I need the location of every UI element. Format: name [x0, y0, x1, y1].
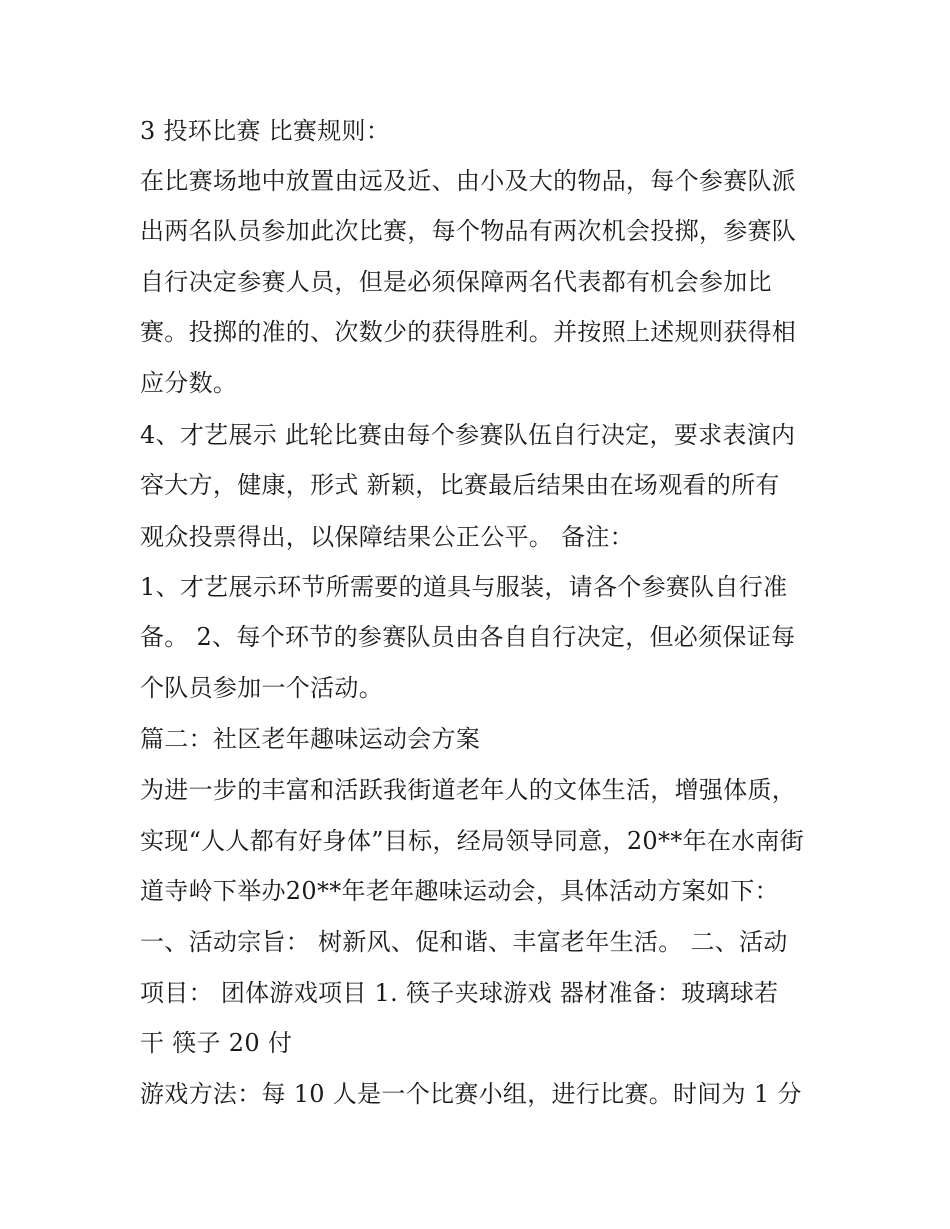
- text-line-19: 干 筷子 20 付: [140, 1029, 293, 1057]
- text-line-11: 备。 2、每个环节的参赛队员由各自自行决定，但必须保证每: [140, 623, 796, 651]
- section-heading: 篇二：社区老年趣味运动会方案: [140, 725, 481, 753]
- text-line-18: 项目： 团体游戏项目 1. 筷子夹球游戏 器材准备：玻璃球若: [140, 979, 779, 1007]
- text-line-9: 观众投票得出，以保障结果公正公平。 备注：: [140, 523, 634, 551]
- text-line-7: 4、才艺展示 此轮比赛由每个参赛队伍自行决定，要求表演内: [140, 421, 796, 449]
- text-line-10: 1、才艺展示环节所需要的道具与服装，请各个参赛队自行准: [140, 573, 788, 601]
- text-line-2: 在比赛场地中放置由远及近、由小及大的物品，每个参赛队派: [140, 167, 797, 195]
- text-line-1: 3 投环比赛 比赛规则：: [140, 117, 391, 145]
- text-line-17: 一、活动宗旨： 树新风、促和谐、丰富老年生活。 二、活动: [140, 928, 788, 956]
- text-line-15: 实现“人人都有好身体”目标，经局领导同意，20**年在水南街: [140, 827, 805, 855]
- text-line-4: 自行决定参赛人员，但是必须保障两名代表都有机会参加比: [140, 268, 772, 296]
- text-line-5: 赛。投掷的准的、次数少的获得胜利。并按照上述规则获得相: [140, 318, 797, 346]
- text-line-12: 个队员参加一个活动。: [140, 674, 383, 702]
- text-line-16: 道寺岭下举办20**年老年趣味运动会，具体活动方案如下：: [140, 877, 779, 905]
- text-line-3: 出两名队员参加此次比赛，每个物品有两次机会投掷，参赛队: [140, 217, 797, 245]
- text-line-20: 游戏方法：每 10 人是一个比赛小组，进行比赛。时间为 1 分: [140, 1080, 802, 1108]
- text-line-6: 应分数。: [140, 369, 238, 397]
- text-line-14: 为进一步的丰富和活跃我街道老年人的文体生活，增强体质，: [140, 776, 797, 804]
- text-line-8: 容大方，健康，形式 新颖，比赛最后结果由在场观看的所有: [140, 471, 780, 499]
